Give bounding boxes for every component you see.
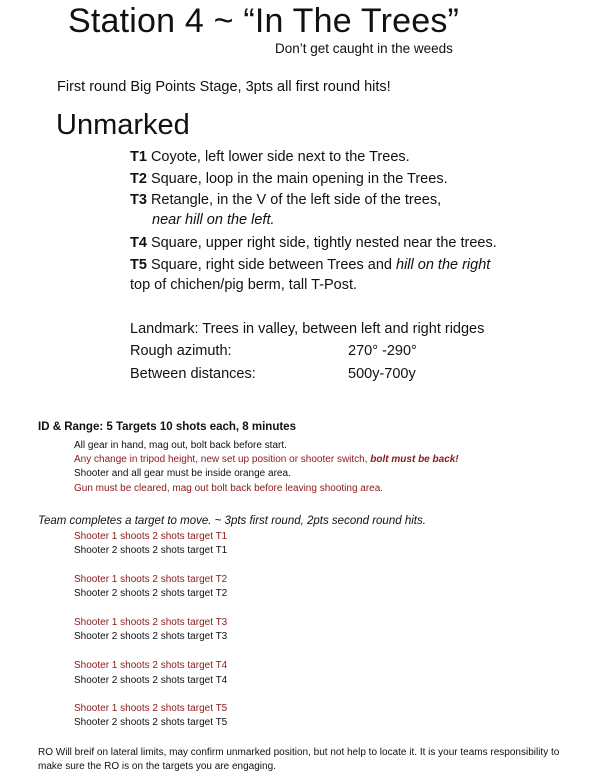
azimuth-row bbox=[130, 343, 530, 359]
target-description: Square, right side between Trees and bbox=[146, 257, 396, 273]
rule-item: All gear in hand, mag out, bolt back before start. bbox=[74, 440, 287, 451]
rule-item: Shooter and all gear must be inside orange area. bbox=[74, 468, 291, 479]
intro-text: First round Big Points Stage, 3pts all first round hits! bbox=[57, 79, 391, 95]
target-description-italic: hill on the right bbox=[396, 257, 491, 273]
shot-line: Shooter 2 shoots 2 shots target T3 bbox=[74, 631, 228, 642]
shot-line: Shooter 2 shoots 2 shots target T1 bbox=[74, 545, 228, 556]
target-id: T1 bbox=[130, 149, 147, 165]
distances-label: Between distances: bbox=[130, 366, 256, 382]
rule-item: Gun must be cleared, mag out bolt back before leaving shooting area. bbox=[74, 483, 384, 494]
shot-line: Shooter 1 shoots 2 shots target T5 bbox=[74, 703, 228, 714]
page-subtitle: Don’t get caught in the weeds bbox=[275, 41, 453, 56]
shot-line: Shooter 1 shoots 2 shots target T1 bbox=[74, 531, 228, 542]
target-id: T4 bbox=[130, 235, 147, 251]
target-description: Coyote, left lower side next to the Trees. bbox=[146, 149, 410, 165]
target-t5 bbox=[130, 256, 490, 275]
azimuth-value: 270° -290° bbox=[348, 343, 417, 359]
distances-value: 500y-700y bbox=[348, 366, 416, 382]
shot-line: Shooter 2 shoots 2 shots target T5 bbox=[74, 717, 228, 728]
target-t2 bbox=[130, 170, 448, 189]
section-title: Unmarked bbox=[56, 109, 190, 141]
target-description: Retangle, in the V of the left side of the trees, bbox=[146, 192, 442, 208]
target-t3-continued: near hill on the left. bbox=[152, 212, 275, 228]
team-rule: Team completes a target to move. ~ 3pts first round, 2pts second round hits. bbox=[38, 515, 426, 527]
shot-line: Shooter 2 shoots 2 shots target T4 bbox=[74, 675, 228, 686]
azimuth-label: Rough azimuth: bbox=[130, 343, 232, 359]
landmark-text: Landmark: Trees in valley, between left and right ridges bbox=[130, 321, 485, 337]
rule-text: Any change in tripod height, new set up position or shooter switch, bbox=[74, 454, 371, 465]
target-id: T2 bbox=[130, 171, 147, 187]
id-range-heading: ID & Range: 5 Targets 10 shots each, 8 minutes bbox=[38, 421, 296, 433]
page-title: Station 4 ~ “In The Trees” bbox=[68, 2, 460, 40]
target-description: Square, upper right side, tightly nested near the trees. bbox=[146, 235, 497, 251]
shot-line: Shooter 1 shoots 2 shots target T3 bbox=[74, 617, 228, 628]
shot-line: Shooter 1 shoots 2 shots target T2 bbox=[74, 574, 228, 585]
distances-row bbox=[130, 366, 530, 382]
rule-item bbox=[74, 454, 459, 465]
target-t1 bbox=[130, 148, 410, 167]
ro-note: RO Will breif on lateral limits, may confirm unmarked position, but not help to locate it. It is your teams responsibility to make sure the RO is on the targets you are engaging. bbox=[38, 747, 560, 772]
shot-line: Shooter 1 shoots 2 shots target T4 bbox=[74, 660, 228, 671]
target-t4 bbox=[130, 234, 497, 253]
target-description: Square, loop in the main opening in the Trees. bbox=[146, 171, 448, 187]
target-t3 bbox=[130, 191, 441, 210]
target-id: T3 bbox=[130, 192, 147, 208]
target-t5-continued: top of chichen/pig berm, tall T-Post. bbox=[130, 277, 358, 293]
rule-emphasis: bolt must be back! bbox=[370, 454, 459, 465]
shot-line: Shooter 2 shoots 2 shots target T2 bbox=[74, 588, 228, 599]
target-id: T5 bbox=[130, 257, 147, 273]
